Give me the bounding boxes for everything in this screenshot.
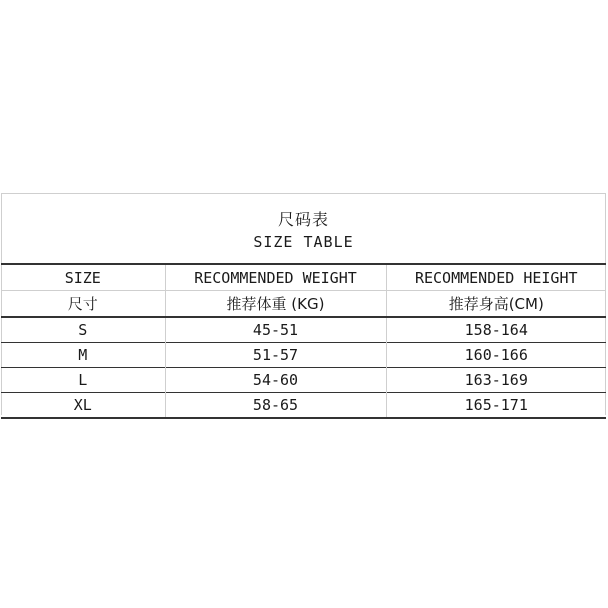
size-chart-title-block <box>2 194 605 263</box>
size-table <box>1 263 606 419</box>
table-row <box>1 343 606 368</box>
cell-weight: 54-60 <box>165 368 386 393</box>
cell-weight: 45-51 <box>165 317 386 343</box>
cell-weight: 58-65 <box>165 393 386 419</box>
cell-weight: 51-57 <box>165 343 386 368</box>
size-chart <box>1 193 606 415</box>
cell-size: S <box>1 317 165 343</box>
header-size: SIZE <box>1 264 165 291</box>
header-height-cn: 推荐身高(CM) <box>386 291 606 318</box>
table-row <box>1 368 606 393</box>
cell-size: XL <box>1 393 165 419</box>
cell-size: L <box>1 368 165 393</box>
header-height: RECOMMENDED HEIGHT <box>386 264 606 291</box>
cell-height: 160-166 <box>386 343 606 368</box>
size-chart-title-cn: 尺码表 <box>277 210 329 229</box>
header-row-en <box>1 264 606 291</box>
size-chart-title-en: SIZE TABLE <box>253 233 354 251</box>
table-row <box>1 393 606 419</box>
cell-height: 158-164 <box>386 317 606 343</box>
header-weight-cn: 推荐体重 (KG) <box>165 291 386 318</box>
cell-height: 163-169 <box>386 368 606 393</box>
cell-size: M <box>1 343 165 368</box>
header-weight: RECOMMENDED WEIGHT <box>165 264 386 291</box>
header-row-cn <box>1 291 606 318</box>
table-row <box>1 317 606 343</box>
cell-height: 165-171 <box>386 393 606 419</box>
header-size-cn: 尺寸 <box>1 291 165 318</box>
